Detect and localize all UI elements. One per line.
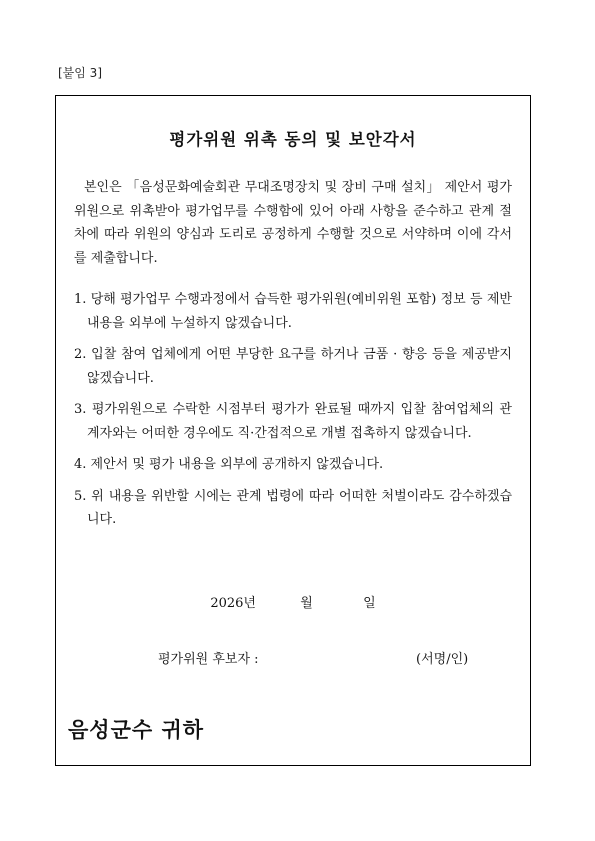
signature-label: 평가위원 후보자 : — [158, 652, 259, 667]
clause-list — [74, 288, 512, 540]
date-day: 일 — [363, 596, 376, 611]
signature-mark: (서명/인) — [416, 652, 469, 667]
attachment-label: [붙임 3] — [58, 66, 102, 80]
date-year: 2026년 — [210, 596, 256, 611]
clause-item: 5. 위 내용을 위반할 시에는 관계 법령에 따라 어떠한 처벌이라도 감수하겠습니다. — [74, 488, 512, 527]
document-title: 평가위원 위촉 동의 및 보안각서 — [169, 130, 417, 149]
date-month: 월 — [300, 596, 313, 611]
clause-item: 4. 제안서 및 평가 내용을 외부에 공개하지 않겠습니다. — [74, 457, 384, 472]
intro-paragraph: 본인은 「음성문화예술회관 무대조명장치 및 장비 구매 설치」 제안서 평가위원으로 위촉받아 평가업무를 수행함에 있어 아래 사항을 준수하고 관계 절차에 따라 위원의 양심과 도리로 공정하게 수행할 것으로 서약하며 이에 각서를 제출합니다. — [74, 180, 512, 266]
clause-item: 1. 당해 평가업무 수행과정에서 습득한 평가위원(예비위원 포함) 정보 등 제반 내용을 외부에 누설하지 않겠습니다. — [74, 292, 512, 331]
recipient: 음성군수 귀하 — [68, 718, 205, 742]
pledge-form — [55, 95, 531, 766]
clause-item: 3. 평가위원으로 수락한 시점부터 평가가 완료될 때까지 입찰 참여업체의 관계자와는 어떠한 경우에도 직·간접적으로 개별 접촉하지 않겠습니다. — [74, 402, 512, 441]
clause-item: 2. 입찰 참여 업체에게 어떤 부당한 요구를 하거나 금품 · 향응 등을 제공받지 않겠습니다. — [74, 347, 512, 386]
date-line — [56, 592, 530, 611]
